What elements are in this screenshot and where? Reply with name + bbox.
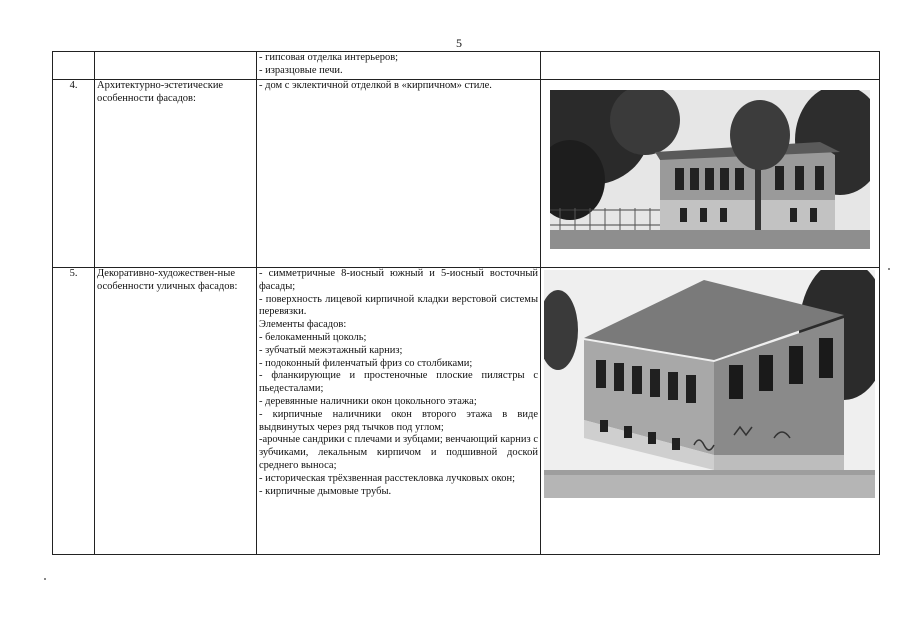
row-label: Архитектурно-эстетические особенности фасадов: xyxy=(95,80,257,268)
list-item: - фланкирующие и простеночные плоские пилястры с пьедесталами; xyxy=(259,370,538,395)
heritage-table xyxy=(52,51,880,555)
list-item: - деревянные наличники окон цокольного этажа; xyxy=(259,395,477,407)
table-row xyxy=(53,52,880,80)
list-item: -арочные сандрики с плечами и зубцами; венчающий карниз с зубчиками, лекальным кирпичом и подшивной доской среднего выноса; xyxy=(259,434,538,471)
list-item: - симметричные 8-иосный южный и 5-иосный восточный фасады; xyxy=(259,268,538,292)
page-number: 5 xyxy=(456,36,462,50)
photo-cell xyxy=(541,80,880,268)
row-description xyxy=(257,80,541,268)
building-photo-1 xyxy=(550,90,870,249)
row-description xyxy=(257,52,541,80)
row-label xyxy=(95,52,257,80)
list-item: - подоконный филенчатый фриз со столбиками; xyxy=(259,357,473,369)
margin-speck xyxy=(44,578,46,580)
list-item: - историческая трёхзвенная расстекловка лучковых окон; xyxy=(259,472,516,484)
row-label: Декоративно-художествен-ные особенности уличных фасадов: xyxy=(95,268,257,555)
photo-cell-empty xyxy=(541,52,880,80)
list-item: - кирпичные наличники окон второго этажа в виде выдвинутых через ряд тычков под углом; xyxy=(259,408,538,433)
list-item: - гипсовая отделка интерьеров; xyxy=(259,52,399,63)
house-photo-illustration xyxy=(550,90,870,249)
margin-speck xyxy=(888,268,890,270)
list-item: - кирпичные дымовые трубы. xyxy=(259,485,392,497)
row-description xyxy=(257,268,541,555)
list-item: - изразцовые печи. xyxy=(259,64,343,76)
row-number xyxy=(53,52,95,80)
list-item: - дом с эклектичной отделкой в «кирпичном» стиле. xyxy=(259,80,492,91)
row-number: 5. xyxy=(53,268,95,555)
table-row xyxy=(53,268,880,555)
list-item: Элементы фасадов: xyxy=(259,319,347,331)
list-item: - зубчатый межэтажный карниз; xyxy=(259,344,403,356)
table-row xyxy=(53,80,880,268)
list-item: - поверхность лицевой кирпичной кладки верстовой системы перевязки. xyxy=(259,293,538,318)
list-item: - белокаменный цоколь; xyxy=(259,331,367,343)
photo-cell xyxy=(541,268,880,555)
row-number: 4. xyxy=(53,80,95,268)
corner-house-photo-illustration xyxy=(544,270,875,498)
building-photo-2 xyxy=(544,270,875,498)
